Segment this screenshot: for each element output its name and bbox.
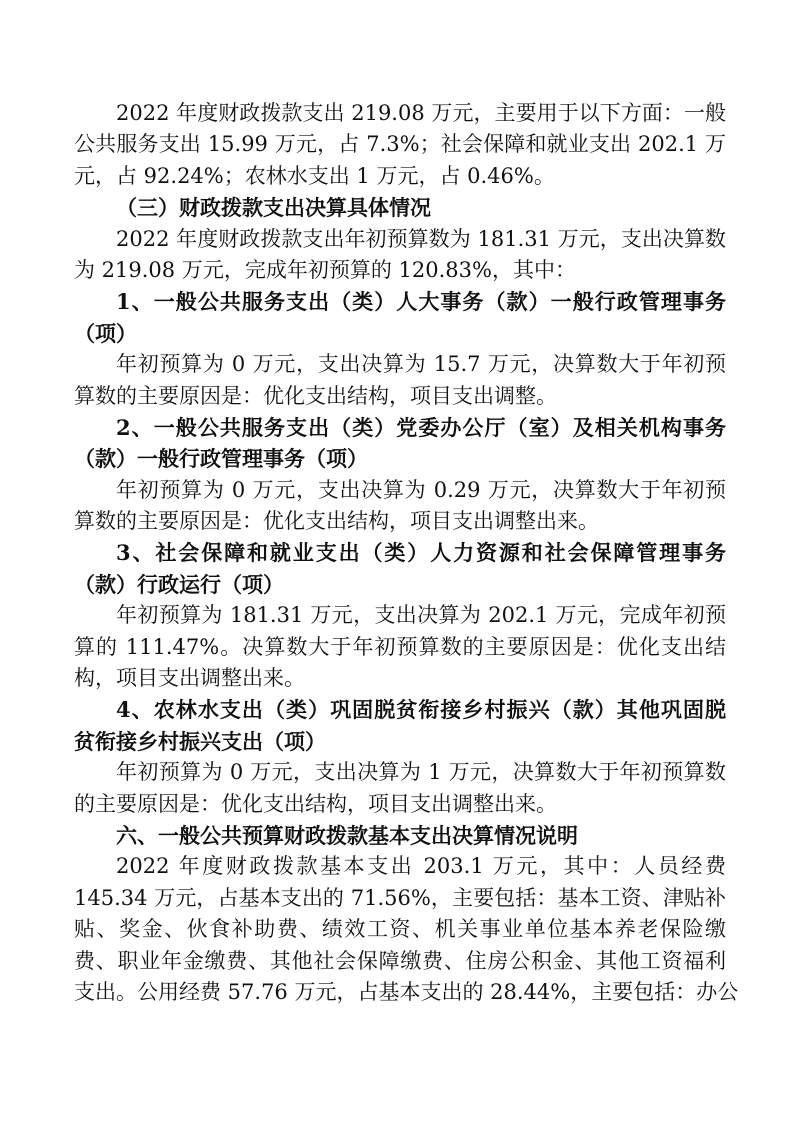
paragraph-line: 元，占 92.24%；农林水支出 1 万元，占 0.46%。 (74, 163, 555, 188)
document-body (74, 98, 739, 1008)
section-heading-line: 1、一般公共服务支出（类）人大事务（款）一般行政管理事务 (116, 289, 726, 315)
paragraph-line: 支出。公用经费 57.76 万元，占基本支出的 28.44%，主要包括：办公 (74, 979, 739, 1004)
paragraph-line: 年初预算为 0 万元，支出决算为 15.7 万元，决算数大于年初预 (116, 352, 726, 377)
paragraph-line: 2022 年度财政拨款支出年初预算数为 181.31 万元，支出决算数 (116, 226, 726, 251)
section-heading-line: （项） (74, 320, 137, 346)
paragraph-line: 费、职业年金缴费、其他社会保障缴费、住房公积金、其他工资福利 (74, 948, 726, 973)
paragraph-line: 算数的主要原因是：优化支出结构，项目支出调整。 (74, 383, 557, 408)
paragraph-line: 年初预算为 181.31 万元，支出决算为 202.1 万元，完成年初预 (116, 603, 726, 628)
paragraph-line: 2022 年度财政拨款支出 219.08 万元，主要用于以下方面：一般 (116, 101, 726, 125)
paragraph-line: 的主要原因是：优化支出结构，项目支出调整出来。 (74, 791, 557, 816)
section-heading-line: 贫衔接乡村振兴支出（项） (74, 728, 326, 754)
paragraph-line: 构，项目支出调整出来。 (74, 666, 305, 691)
section-heading-line: 2、一般公共服务支出（类）党委办公厅（室）及相关机构事务 (116, 414, 726, 440)
paragraph-line: 年初预算为 0 万元，支出决算为 0.29 万元，决算数大于年初预 (116, 477, 726, 502)
section-heading-line: （款）行政运行（项） (74, 571, 284, 597)
paragraph-line: 145.34 万元，占基本支出的 71.56%，主要包括：基本工资、津贴补 (74, 885, 726, 910)
paragraph-line: 公共服务支出 15.99 万元，占 7.3%；社会保障和就业支出 202.1 万 (74, 132, 726, 157)
document-page (74, 98, 739, 1008)
section-heading-line: 六、一般公共预算财政拨款基本支出决算情况说明 (116, 822, 578, 848)
section-heading-line: （款）一般行政管理事务（项） (74, 446, 368, 472)
section-heading-line: 3、社会保障和就业支出（类）人力资源和社会保障管理事务 (116, 540, 726, 566)
section-heading-line: 4、农林水支出（类）巩固脱贫衔接乡村振兴（款）其他巩固脱 (116, 697, 726, 723)
paragraph-line: 算数的主要原因是：优化支出结构，项目支出调整出来。 (74, 509, 599, 534)
paragraph-line: 贴、奖金、伙食补助费、绩效工资、机关事业单位基本养老保险缴 (74, 917, 726, 942)
section-heading-line: （三）财政拨款支出决算具体情况 (116, 195, 431, 221)
paragraph-line: 算的 111.47%。决算数大于年初预算数的主要原因是：优化支出结 (74, 634, 726, 659)
paragraph-line: 为 219.08 万元，完成年初预算的 120.83%，其中： (74, 257, 576, 282)
paragraph-line: 年初预算为 0 万元，支出决算为 1 万元，决算数大于年初预算数 (116, 760, 726, 785)
paragraph-line: 2022 年度财政拨款基本支出 203.1 万元，其中：人员经费 (116, 854, 726, 879)
